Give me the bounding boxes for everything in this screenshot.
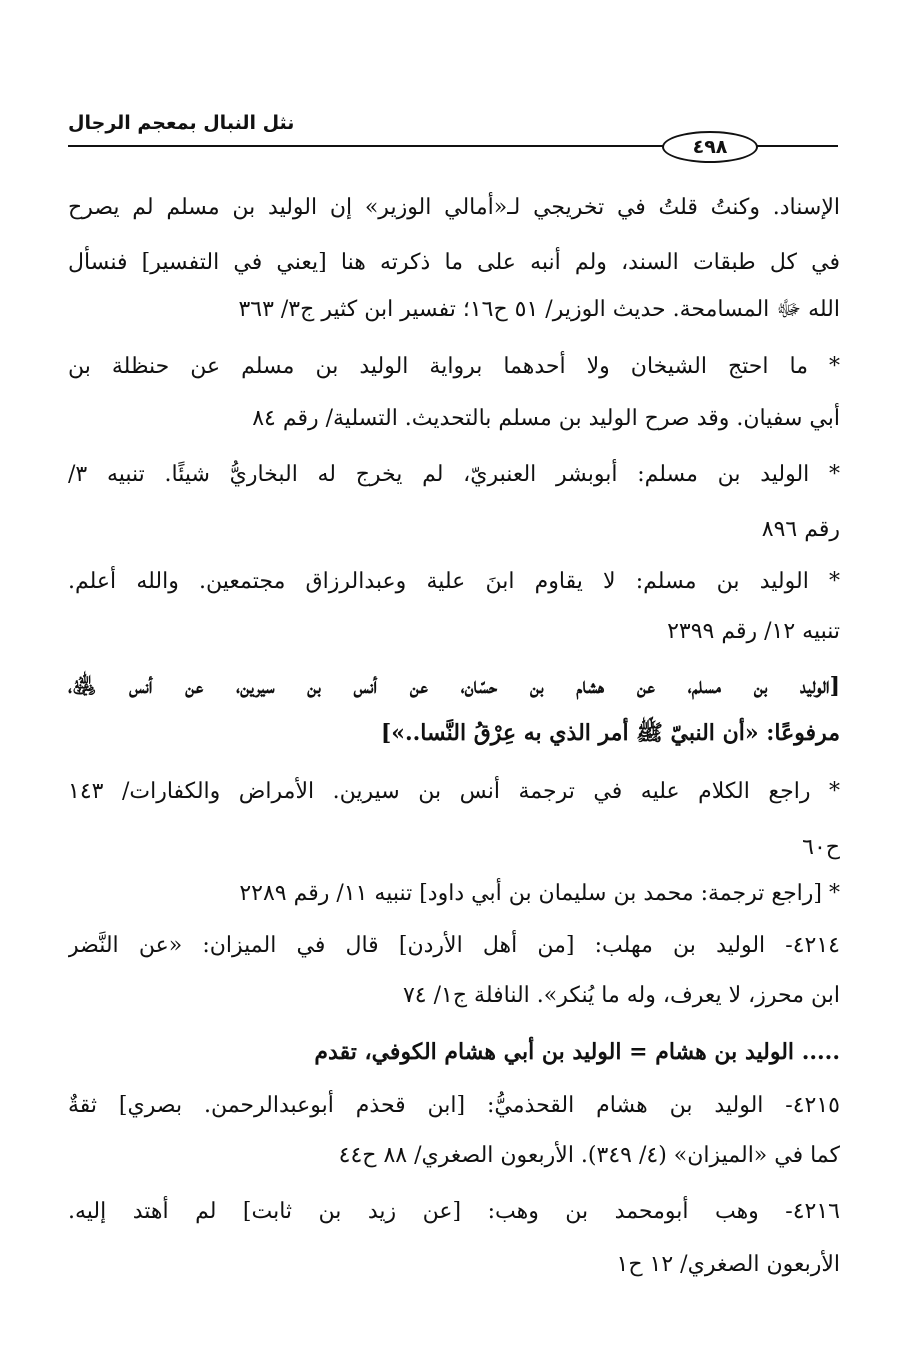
- text-line: ابن محرز، لا يعرف، وله ما يُنكر». النافلة ج١/ ٧٤: [402, 983, 840, 1008]
- text-line: * الوليد بن مسلم: أبوبشر العنبريّ، لم يخرج له البخاريُّ شيئًا. تنبيه ٣/: [68, 462, 840, 487]
- text-line: ح٦٠: [802, 835, 840, 860]
- text-line: * [راجع ترجمة: محمد بن سليمان بن أبي داود] تنبيه ١١/ رقم ٢٢٨٩: [239, 881, 840, 906]
- text-line: ٤٢١٦- وهب أبومحمد بن وهب: [عن زيد بن ثابت] لم أهتد إليه.: [68, 1199, 840, 1224]
- text-line: [الوليد بن مسلم، عن هشام بن حسّان، عن أنس بن سيرين، عن أنس ﵁،: [68, 673, 840, 699]
- text-line: مرفوعًا: «أن النبيّ ﷺ أمر الذي به عِرْقُ النَّسا..»]: [380, 720, 840, 746]
- text-line: أبي سفيان. وقد صرح الوليد بن مسلم بالتحديث. التسلية/ رقم ٨٤: [252, 406, 840, 431]
- book-title: نثل النبال بمعجم الرجال: [68, 112, 295, 134]
- text-line: الأربعون الصغري/ ١٢ ح١: [616, 1252, 840, 1277]
- text-line: * راجع الكلام عليه في ترجمة أنس بن سيرين. الأمراض والكفارات/ ١٤٣: [68, 779, 840, 804]
- text-line: الله ﷻ المسامحة. حديث الوزير/ ٥١ ح١٦؛ تفسير ابن كثير ج٣/ ٣٦٣: [238, 297, 840, 322]
- text-line: الإسناد. وكنتُ قلتُ في تخريجي لـ«أمالي الوزير» إن الوليد بن مسلم لم يصرح: [68, 195, 840, 220]
- text-line: تنبيه ١٢/ رقم ٢٣٩٩: [667, 619, 840, 644]
- text-line: رقم ٨٩٦: [761, 517, 840, 542]
- text-line: ..... الوليد بن هشام = الوليد بن أبي هشام الكوفي، تقدم: [314, 1039, 840, 1065]
- page-number-badge: ٤٩٨: [662, 131, 758, 163]
- text-line: كما في «الميزان» (٤/ ٣٤٩). الأربعون الصغري/ ٨٨ ح٤٤: [338, 1143, 840, 1168]
- text-line: * الوليد بن مسلم: لا يقاوم ابنَ علية وعبدالرزاق مجتمعين. والله أعلم.: [68, 569, 840, 594]
- text-line: ٤٢١٤- الوليد بن مهلب: [من أهل الأردن] قال في الميزان: «عن النَّضر: [68, 933, 840, 958]
- text-line: ٤٢١٥- الوليد بن هشام القحذميُّ: [ابن قحذم أبوعبدالرحمن. بصري] ثقةٌ: [68, 1093, 840, 1118]
- text-line: في كل طبقات السند، ولم أنبه على ما ذكرته هنا [يعني في التفسير] فنسأل: [68, 250, 840, 275]
- text-line: * ما احتج الشيخان ولا أحدهما برواية الوليد بن مسلم عن حنظلة بن: [68, 354, 840, 379]
